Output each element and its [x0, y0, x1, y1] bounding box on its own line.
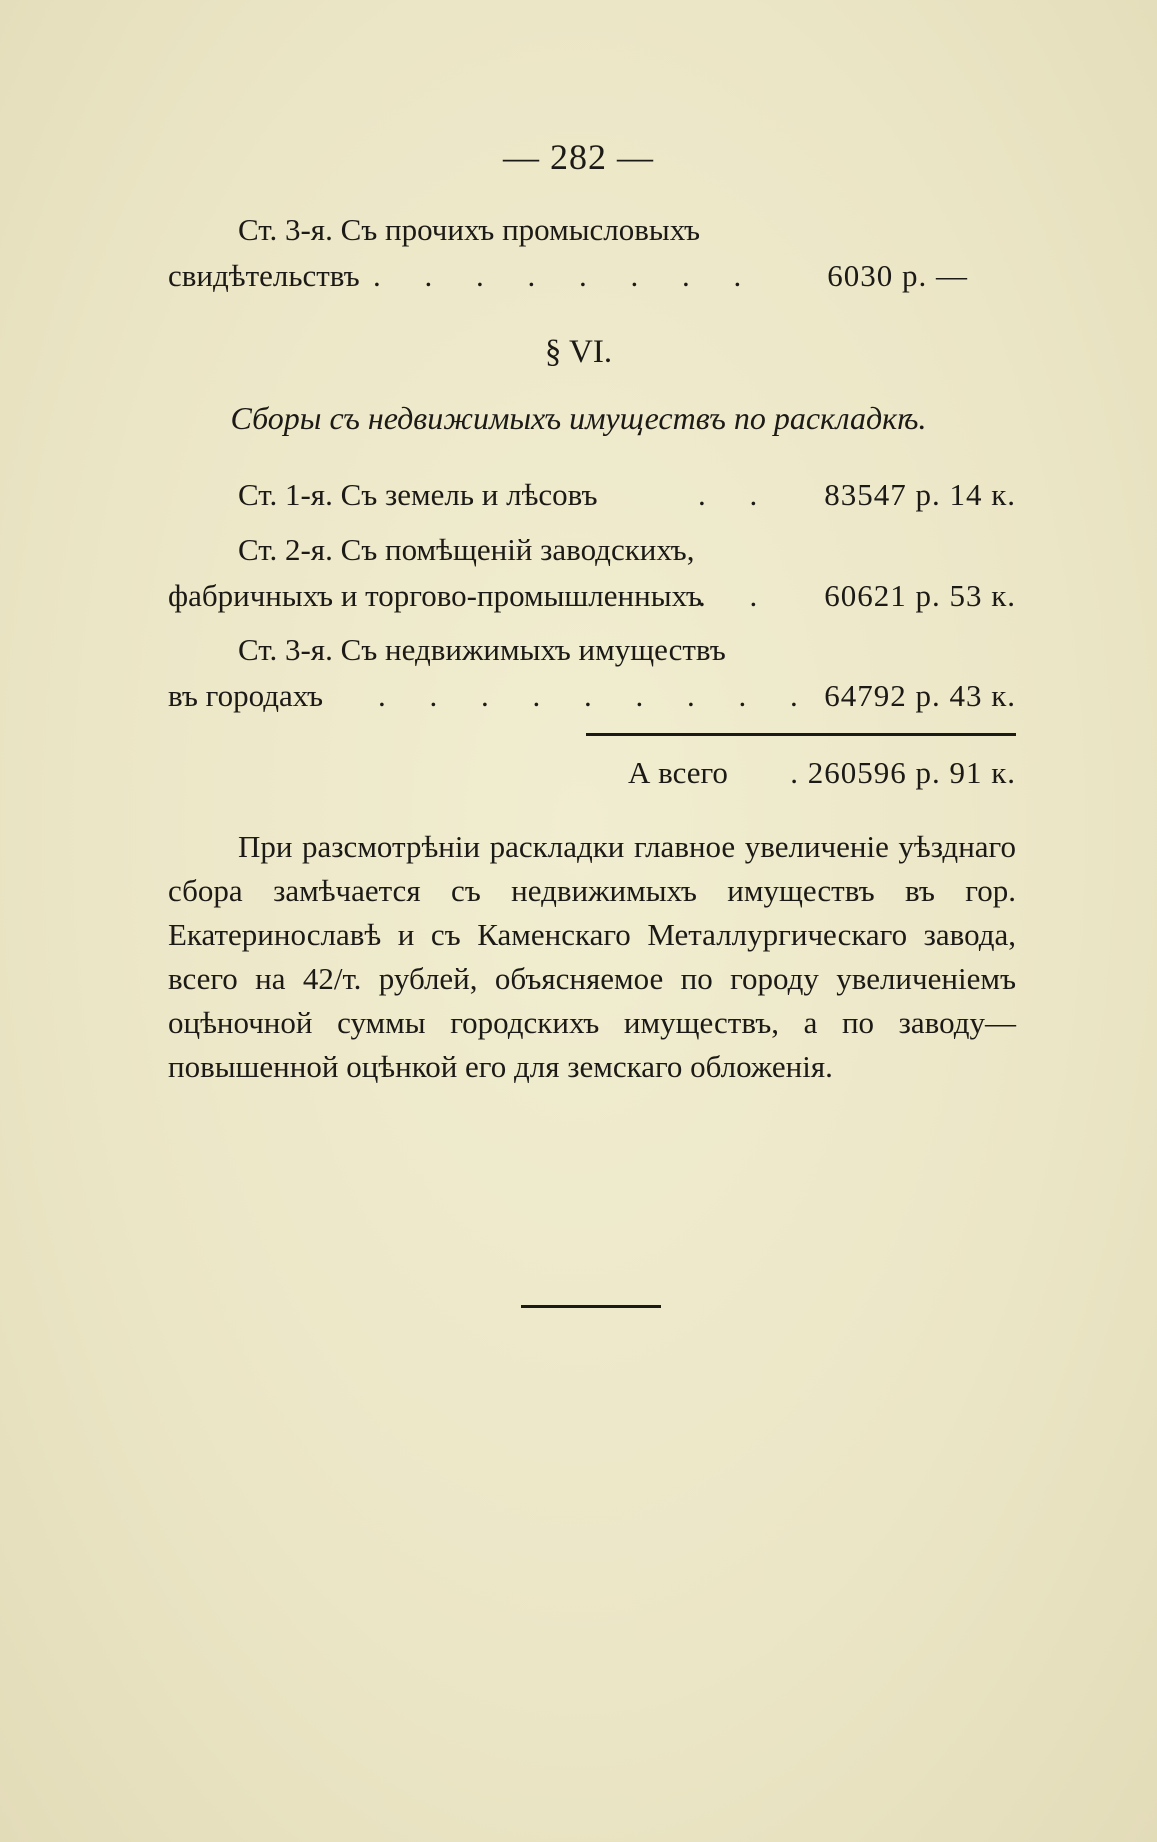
- item-2-dots: . .: [698, 578, 776, 613]
- section-mark: § VI.: [544, 334, 613, 370]
- top-item-amount: 6030 р. —: [827, 258, 968, 293]
- item-1: [238, 475, 1016, 515]
- top-item-dots: . . . . . . . .: [373, 258, 760, 293]
- item-2-line1: Ст. 2-я. Съ помѣщеній заводскихъ,: [238, 532, 695, 567]
- item-2-amount: 60621 р. 53 к.: [824, 578, 1016, 613]
- item-3-amount: 64792 р. 43 к.: [824, 678, 1016, 713]
- explanatory-paragraph: [168, 825, 1016, 1089]
- item-2: [168, 576, 1016, 616]
- paragraph-text: При разсмотрѣніи раскладки главное увеличеніе уѣзднаго сбора замѣчается съ недвижимыхъ имуществъ въ гор. Екатеринославѣ и съ Каменскаго Металлургическаго завода, всего на 42/т. рублей, объясняемое по городу увеличеніемъ оцѣночной суммы городскихъ имуществъ, а по заводу—повышенной оцѣнкой его для земскаго обложенія.: [168, 829, 1016, 1084]
- top-item-line2: [168, 256, 1016, 296]
- page-number: — 282 —: [503, 137, 654, 177]
- section-title: Сборы съ недвижимыхъ имуществъ по раскладкѣ.: [230, 400, 927, 436]
- item-3: [168, 676, 1016, 716]
- top-item-line1: Ст. 3-я. Съ прочихъ промысловыхъ: [238, 212, 701, 247]
- item-3-line1: Ст. 3-я. Съ недвижимыхъ имуществъ: [238, 632, 726, 667]
- total-amount: . 260596 р. 91 к.: [790, 755, 1016, 790]
- sum-rule: [586, 733, 1016, 736]
- end-rule: [521, 1305, 661, 1308]
- item-2-label: фабричныхъ и торгово-промышленныхъ: [168, 578, 702, 613]
- item-1-amount: 83547 р. 14 к.: [824, 477, 1016, 512]
- item-3-dots: . . . . . . . . .: [378, 678, 816, 713]
- item-1-dots: . .: [698, 477, 776, 512]
- item-3-label: въ городахъ: [168, 678, 324, 713]
- item-1-label: Ст. 1-я. Съ земель и лѣсовъ: [238, 477, 598, 512]
- top-item-label: свидѣтельствъ: [168, 258, 360, 293]
- total-row: [628, 753, 1016, 793]
- total-label: А всего: [628, 755, 728, 790]
